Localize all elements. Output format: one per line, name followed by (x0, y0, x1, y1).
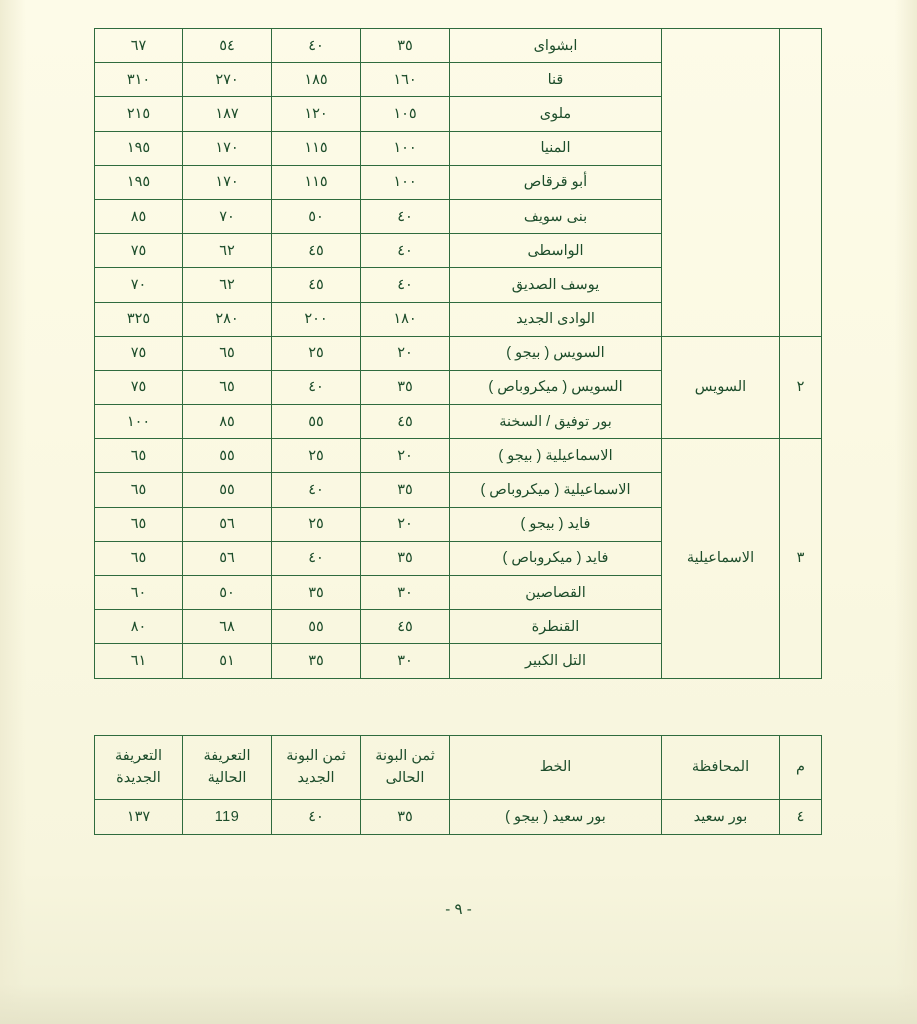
tariff-current-cell: ١٧٠ (183, 165, 272, 199)
tariff-new-cell: ٨٥ (95, 199, 183, 233)
row-number-cell: ٤ (780, 800, 822, 835)
header-tariff-current: التعريفة الحالية (183, 736, 272, 800)
price-new-cell: ١٨٥ (272, 63, 361, 97)
line-cell: ملوى (450, 97, 662, 131)
line-cell: فايد ( بيجو ) (450, 507, 662, 541)
price-current-cell: ٣٠ (361, 644, 450, 678)
tariff-current-cell: ٨٥ (183, 405, 272, 439)
price-current-cell: ٤٠ (361, 268, 450, 302)
price-current-cell: ١٦٠ (361, 63, 450, 97)
tariff-current-cell: ٦٢ (183, 234, 272, 268)
line-cell: السويس ( بيجو ) (450, 336, 662, 370)
header-price-new: ثمن البونة الجديد (272, 736, 361, 800)
line-cell: الاسماعيلية ( ميكروباص ) (450, 473, 662, 507)
governorate-cell: الاسماعيلية (662, 439, 780, 678)
fares-table-portsaid-body (95, 800, 822, 835)
scan-edge-right (895, 0, 917, 1024)
tariff-new-cell: ١٩٥ (95, 165, 183, 199)
price-new-cell: ٤٠ (272, 370, 361, 404)
tariff-current-cell: 119 (183, 800, 272, 835)
price-current-cell: ١٠٥ (361, 97, 450, 131)
table-row (95, 439, 822, 473)
tariff-new-cell: ٧٥ (95, 234, 183, 268)
tariff-current-cell: ٥٠ (183, 576, 272, 610)
line-cell: الاسماعيلية ( بيجو ) (450, 439, 662, 473)
price-new-cell: ٤٠ (272, 541, 361, 575)
price-new-cell: ٤٥ (272, 268, 361, 302)
governorate-cell: السويس (662, 336, 780, 439)
tariff-new-cell: ٣٢٥ (95, 302, 183, 336)
tariff-new-cell: ٢١٥ (95, 97, 183, 131)
price-current-cell: ٤٠ (361, 199, 450, 233)
fares-table-portsaid-head (95, 736, 822, 800)
line-cell: السويس ( ميكروباص ) (450, 370, 662, 404)
line-cell: بور توفيق / السخنة (450, 405, 662, 439)
fares-table-continued-body (95, 29, 822, 679)
table-row (95, 29, 822, 63)
tariff-current-cell: ٥٦ (183, 507, 272, 541)
tariff-current-cell: ٥٤ (183, 29, 272, 63)
price-current-cell: ٣٠ (361, 576, 450, 610)
line-cell: بور سعيد ( بيجو ) (450, 800, 662, 835)
price-new-cell: ٤٠ (272, 800, 361, 835)
tariff-new-cell: ٦١ (95, 644, 183, 678)
tariff-new-cell: ٦٥ (95, 473, 183, 507)
header-price-current: ثمن البونة الحالى (361, 736, 450, 800)
price-new-cell: ٥٥ (272, 610, 361, 644)
tariff-new-cell: ٦٧ (95, 29, 183, 63)
line-cell: التل الكبير (450, 644, 662, 678)
price-new-cell: ٢٠٠ (272, 302, 361, 336)
line-cell: القصاصين (450, 576, 662, 610)
tariff-new-cell: ٦٥ (95, 439, 183, 473)
price-new-cell: ١٢٠ (272, 97, 361, 131)
line-cell: يوسف الصديق (450, 268, 662, 302)
price-new-cell: ٤٠ (272, 29, 361, 63)
price-current-cell: ٢٠ (361, 336, 450, 370)
page-number: - ٩ - (445, 901, 472, 918)
line-cell: ابشواى (450, 29, 662, 63)
line-cell: الوادى الجديد (450, 302, 662, 336)
line-cell: القنطرة (450, 610, 662, 644)
tariff-current-cell: ٥٥ (183, 473, 272, 507)
header-governorate: المحافظة (662, 736, 780, 800)
price-current-cell: ٣٥ (361, 541, 450, 575)
price-new-cell: ٢٥ (272, 336, 361, 370)
tariff-new-cell: ١٣٧ (95, 800, 183, 835)
line-cell: أبو قرقاص (450, 165, 662, 199)
price-new-cell: ٢٥ (272, 507, 361, 541)
scan-edge-left (0, 0, 26, 1024)
tariff-current-cell: ٢٨٠ (183, 302, 272, 336)
line-cell: قنا (450, 63, 662, 97)
line-cell: فايد ( ميكروباص ) (450, 541, 662, 575)
tariff-current-cell: ٦٥ (183, 336, 272, 370)
price-new-cell: ٣٥ (272, 576, 361, 610)
price-new-cell: ١١٥ (272, 165, 361, 199)
price-current-cell: ٢٠ (361, 507, 450, 541)
tariff-current-cell: ٧٠ (183, 199, 272, 233)
price-new-cell: ٢٥ (272, 439, 361, 473)
tariff-current-cell: ١٧٠ (183, 131, 272, 165)
tariff-new-cell: ٣١٠ (95, 63, 183, 97)
table-header-row (95, 736, 822, 800)
price-current-cell: ٣٥ (361, 29, 450, 63)
tariff-current-cell: ١٨٧ (183, 97, 272, 131)
tariff-current-cell: ٥٦ (183, 541, 272, 575)
tariff-new-cell: ٦٥ (95, 541, 183, 575)
tariff-new-cell: ٧٥ (95, 370, 183, 404)
line-cell: الواسطى (450, 234, 662, 268)
price-current-cell: ٤٠ (361, 234, 450, 268)
tariff-new-cell: ٧٠ (95, 268, 183, 302)
price-current-cell: ٣٥ (361, 800, 450, 835)
header-line: الخط (450, 736, 662, 800)
governorate-cell (662, 29, 780, 337)
fares-table-portsaid (94, 735, 822, 835)
table-row (95, 800, 822, 835)
table-row (95, 336, 822, 370)
price-current-cell: ٢٠ (361, 439, 450, 473)
header-tariff-new: التعريفة الجديدة (95, 736, 183, 800)
tariff-current-cell: ٥٥ (183, 439, 272, 473)
price-new-cell: ٥٥ (272, 405, 361, 439)
price-new-cell: ٤٥ (272, 234, 361, 268)
price-new-cell: ٥٠ (272, 199, 361, 233)
governorate-cell: بور سعيد (662, 800, 780, 835)
tariff-new-cell: ٧٥ (95, 336, 183, 370)
price-current-cell: ١٠٠ (361, 131, 450, 165)
header-row-number: م (780, 736, 822, 800)
price-current-cell: ١٠٠ (361, 165, 450, 199)
tariff-current-cell: ٥١ (183, 644, 272, 678)
price-new-cell: ١١٥ (272, 131, 361, 165)
price-current-cell: ٣٥ (361, 370, 450, 404)
tariff-new-cell: ٨٠ (95, 610, 183, 644)
tariff-new-cell: ١٩٥ (95, 131, 183, 165)
tariff-new-cell: ٦٥ (95, 507, 183, 541)
scan-edge-bottom (0, 984, 917, 1024)
tariff-current-cell: ٦٨ (183, 610, 272, 644)
tariff-new-cell: ٦٠ (95, 576, 183, 610)
row-number-cell (780, 29, 822, 337)
fares-table-continued (94, 28, 822, 679)
price-current-cell: ٤٥ (361, 610, 450, 644)
line-cell: المنيا (450, 131, 662, 165)
tariff-new-cell: ١٠٠ (95, 405, 183, 439)
price-new-cell: ٣٥ (272, 644, 361, 678)
price-new-cell: ٤٠ (272, 473, 361, 507)
tariff-current-cell: ٦٢ (183, 268, 272, 302)
price-current-cell: ١٨٠ (361, 302, 450, 336)
price-current-cell: ٤٥ (361, 405, 450, 439)
row-number-cell: ٣ (780, 439, 822, 678)
row-number-cell: ٢ (780, 336, 822, 439)
tariff-current-cell: ٦٥ (183, 370, 272, 404)
price-current-cell: ٣٥ (361, 473, 450, 507)
line-cell: بنى سويف (450, 199, 662, 233)
tariff-current-cell: ٢٧٠ (183, 63, 272, 97)
